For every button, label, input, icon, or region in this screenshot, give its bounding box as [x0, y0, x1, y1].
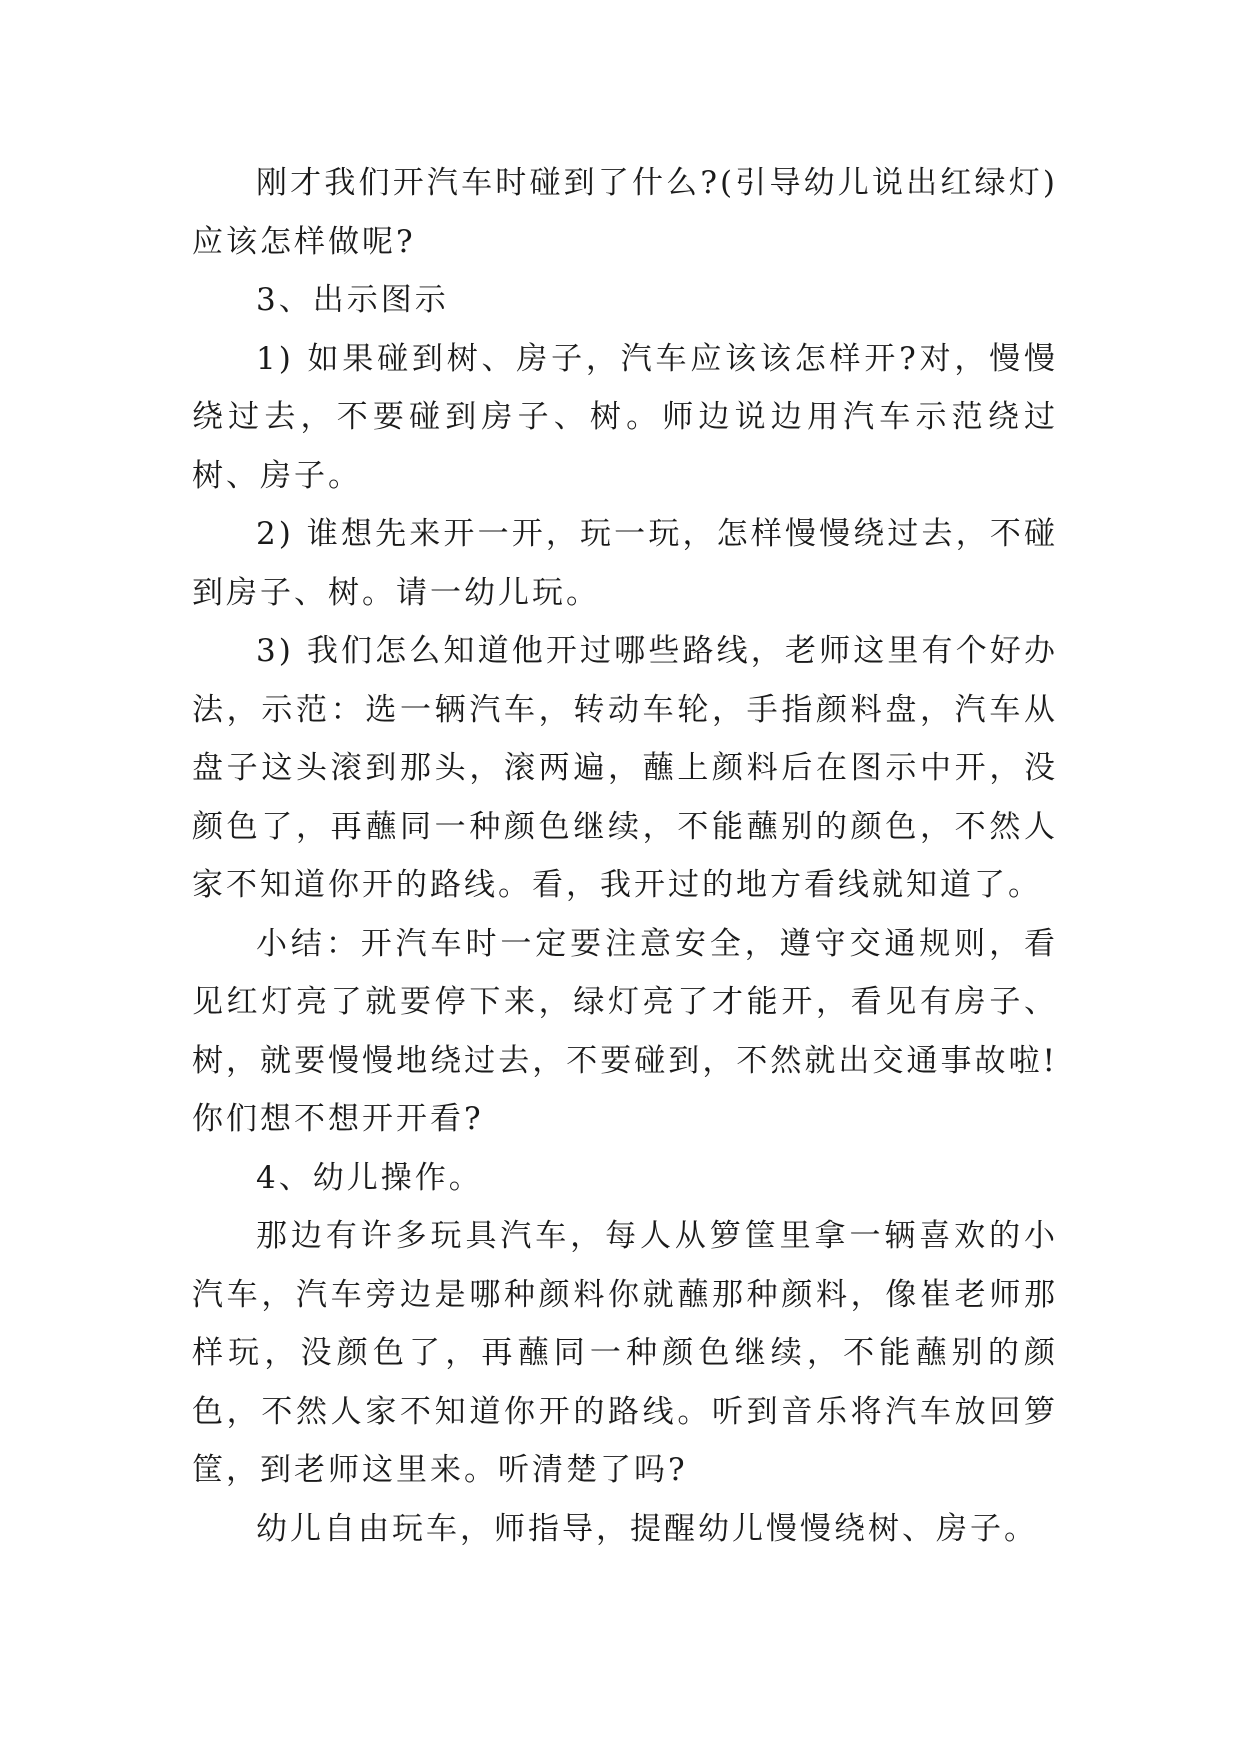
paragraph-item-1: 1) 如果碰到树、房子，汽车应该该怎样开?对，慢慢绕过去，不要碰到房子、树。师边说边用汽车示范绕过树、房子。: [192, 340, 1058, 494]
paragraph-question: 刚才我们开汽车时碰到了什么?(引导幼儿说出红绿灯)应该怎样做呢?: [192, 165, 1058, 260]
paragraph-instructions: 那边有许多玩具汽车，每人从箩筐里拿一辆喜欢的小汽车，汽车旁边是哪种颜料你就蘸那种颜料，像崔老师那样玩，没颜色了，再蘸同一种颜色继续，不能蘸别的颜色，不然人家不知道你开的路线。听到音乐将汽车放回箩筐，到老师这里来。听清楚了吗?: [192, 1218, 1058, 1488]
paragraph-step-4-heading: 4、幼儿操作。: [256, 1159, 483, 1196]
paragraph-free-play: 幼儿自由玩车，师指导，提醒幼儿慢慢绕树、房子。: [256, 1510, 1038, 1547]
paragraph-summary: 小结：开汽车时一定要注意安全，遵守交通规则，看见红灯亮了就要停下来，绿灯亮了才能开，看见有房子、树，就要慢慢地绕过去，不要碰到，不然就出交通事故啦!你们想不想开开看?: [192, 925, 1058, 1137]
paragraph-item-3: 3) 我们怎么知道他开过哪些路线，老师这里有个好办法，示范：选一辆汽车，转动车轮，手指颜料盘，汽车从盘子这头滚到那头，滚两遍，蘸上颜料后在图示中开，没颜色了，再蘸同一种颜色继续，不能蘸别的颜色，不然人家不知道你开的路线。看，我开过的地方看线就知道了。: [192, 633, 1058, 903]
paragraph-item-2: 2) 谁想先来开一开，玩一玩，怎样慢慢绕过去，不碰到房子、树。请一幼儿玩。: [192, 516, 1058, 611]
document-body: [192, 154, 1058, 1558]
paragraph-step-3-heading: 3、出示图示: [256, 282, 449, 318]
